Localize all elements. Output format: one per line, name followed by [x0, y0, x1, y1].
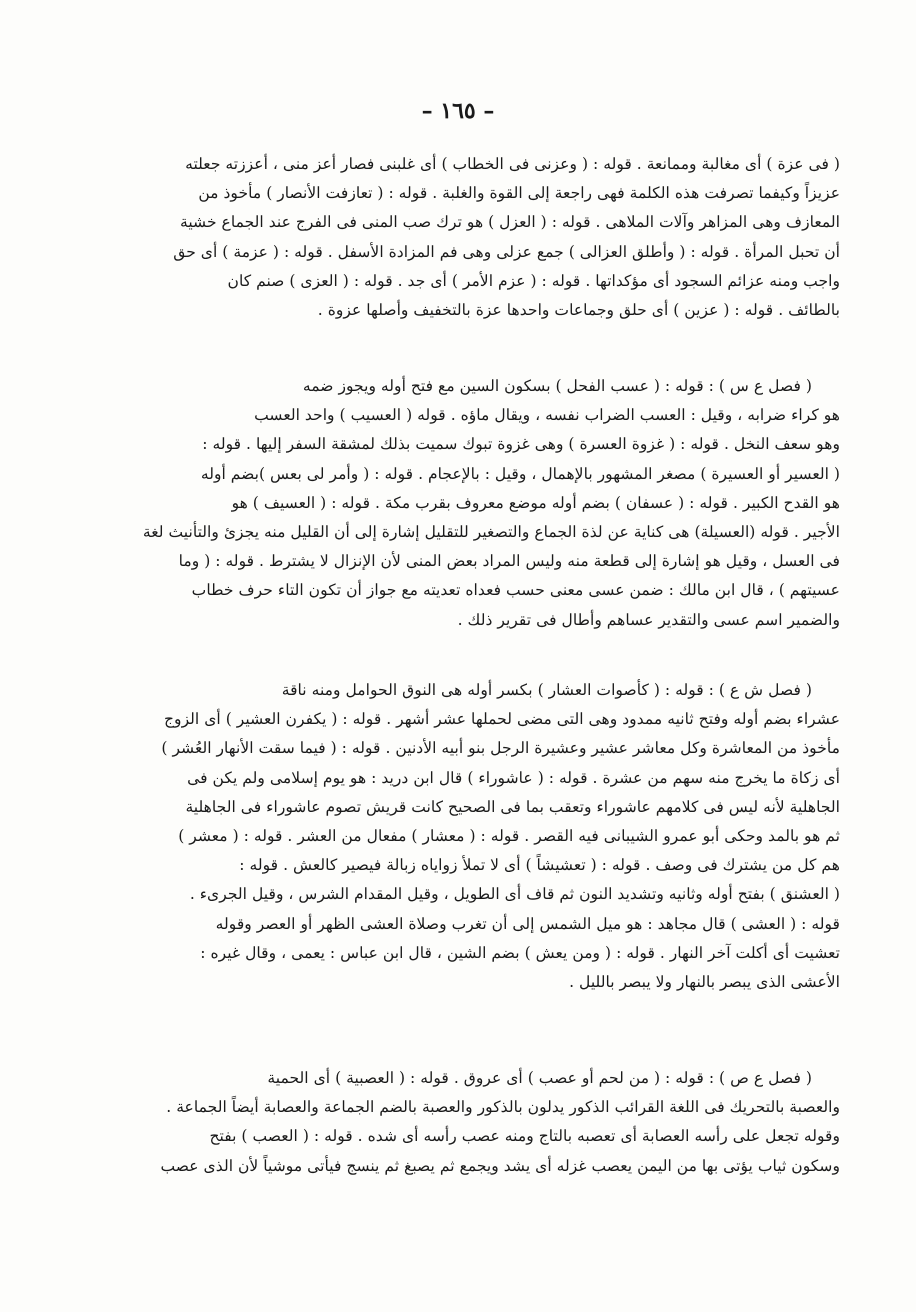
paragraph-shin-ain	[118, 676, 840, 997]
text-line: عشراء بضم أوله وفتح ثانيه ممدود وهى التى مضى لحملها عشر أشهر . قوله : ( يكفرن العشير ) أى الزوج	[163, 710, 840, 729]
page-number: – ١٦٥ –	[421, 98, 495, 124]
text-line: تعشيت أى أكلت آخر النهار . قوله : ( ومن يعش ) بضم الشين ، قال ابن عباس : يعمى ، وقال غيره :	[200, 943, 840, 962]
section-heading-line: ( فصل ش ع ) : قوله : ( كأصوات العشار ) بكسر أوله هى النوق الحوامل ومنه ناقة	[281, 681, 812, 699]
text-line: وهو سعف النخل . قوله : ( غزوة العسرة ) وهى غزوة تبوك سميت بذلك لمشقة السفر إليها . قوله :	[202, 435, 840, 454]
text-line: ( العسير أو العسيرة ) مصغر المشهور بالإهمال ، وقيل : بالإعجام . قوله : ( وأمر لى بعس )بضم أوله	[200, 464, 840, 483]
text-line: أى زكاة ما يخرج منه سهم من عشرة . قوله : ( عاشوراء ) قال ابن دريد : هو يوم إسلامى ولم يكن فى	[187, 768, 840, 787]
text-line: هو كراء ضرابه ، وقيل : العسب الضراب نفسه ، ويقال ماؤه . قوله ( العسيب ) واحد العسب	[254, 406, 840, 425]
text-line: واجب ومنه عزائم السجود أى مؤكداتها . قوله : ( عزم الأمر ) أى جد . قوله : ( العزى ) صنم كان	[227, 271, 840, 290]
text-line: والعصبة بالتحريك فى اللغة القرائب الذكور يدلون بالذكور والعصبة بالضم الجماعة والعصابة أيضاً الجماعة .	[166, 1098, 840, 1117]
text-line: وقوله تجعل على رأسه العصابة أى تعصبه بالتاج ومنه عصب رأسه أى شده . قوله : ( العصب ) بفتح	[209, 1127, 840, 1146]
text-line: الأجير . قوله (العسيلة) هى كناية عن لذة الجماع والتصغير للتقليل إشارة إلى أن القليل منه يجزئ والتأنيث لغة	[142, 523, 840, 542]
text-line: الجاهلية لأنه ليس فى كلامهم عاشوراء وتعقب بما فى الصحيح كانت قريش تصوم عاشوراء فى الجاهلية	[185, 797, 840, 816]
text-line: فى العسل ، وقيل هو إشارة إلى قطعة منه وليس المراد بعض المنى لأن الإنزال لا يشترط . قوله : ( وما	[178, 552, 840, 571]
text-line: قوله : ( العشى ) قال مجاهد : هو ميل الشمس إلى أن تغرب وصلاة العشى الظهر أو العصر وقوله	[215, 914, 840, 933]
text-line: هو القدح الكبير . قوله : ( عسفان ) بضم أوله موضع معروف بقرب مكة . قوله : ( العسيف ) هو	[231, 493, 840, 512]
text-line: ثم هو بالمد وحكى أبو عمرو الشيبانى فيه القصر . قوله : ( معشار ) مفعال من العشر . قوله : ( معشر )	[178, 827, 840, 846]
text-line: عزيزاً وكيفما تصرفت هذه الكلمة فهى راجعة إلى القوة والغلبة . قوله : ( تعازفت الأنصار ) مأخوذ من	[198, 184, 840, 203]
paragraph-ain-zay	[118, 150, 840, 325]
text-line: ( فى عزة ) أى مغالبة وممانعة . قوله : ( وعزنى فى الخطاب ) أى غلبنى فصار أعز منى ، أعززته جعلته	[185, 155, 840, 173]
text-line: هم كل من يشترك فى وصف . قوله : ( تعشيشاً ) أى لا تملأ زواياه زبالة فيصير كالعش . قوله :	[239, 856, 840, 875]
text-line: ( العشنق ) بفتح أوله وثانيه وتشديد النون ثم قاف أى الطويل ، وقيل المقدام الشرس ، وقيل الجرىء .	[189, 885, 840, 904]
text-line: بالطائف . قوله : ( عزين ) أى حلق وجماعات واحدها عزة بالتخفيف وأصلها عزوة .	[317, 301, 840, 320]
text-line: المعازف وهى المزاهر وآلات الملاهى . قوله : ( العزل ) هو ترك صب المنى فى الفرج عند الجماع خشية	[179, 213, 840, 232]
section-heading-line: ( فصل ع س ) : قوله : ( عسب الفحل ) بسكون السين مع فتح أوله ويجوز ضمه	[302, 377, 812, 395]
paragraph-ain-sin	[118, 372, 840, 635]
paragraph-ain-sad	[118, 1064, 840, 1181]
text-line: وسكون ثياب يؤتى بها من اليمن يعصب غزله أى يشد ويجمع ثم يصبغ ثم ينسج فيأتى موشياً لأن الذى عصب	[160, 1156, 840, 1175]
text-line: والضمير اسم عسى والتقدير عساهم وأطال فى تقرير ذلك .	[457, 610, 840, 629]
text-line: مأخوذ من المعاشرة وكل معاشر عشير وعشيرة الرجل بنو أبيه الأدنين . قوله : ( فيما سقت الأنهار العُشر )	[161, 739, 840, 758]
text-line: عسيتهم ) ، قال ابن مالك : ضمن عسى معنى حسب فعداه تعديته مع جواز أن تكون التاء حرف خطاب	[191, 581, 840, 600]
text-line: الأعشى الذى يبصر بالنهار ولا يبصر بالليل .	[569, 973, 840, 992]
text-line: أن تحبل المرأة . قوله : ( وأطلق العزالى ) جمع عزلى وهى فم المزادة الأسفل . قوله : ( عزمة ) أى حق	[173, 242, 840, 261]
section-heading-line: ( فصل ع ص ) : قوله : ( من لحم أو عصب ) أى عروق . قوله : ( العصبية ) أى الحمية	[267, 1069, 812, 1087]
